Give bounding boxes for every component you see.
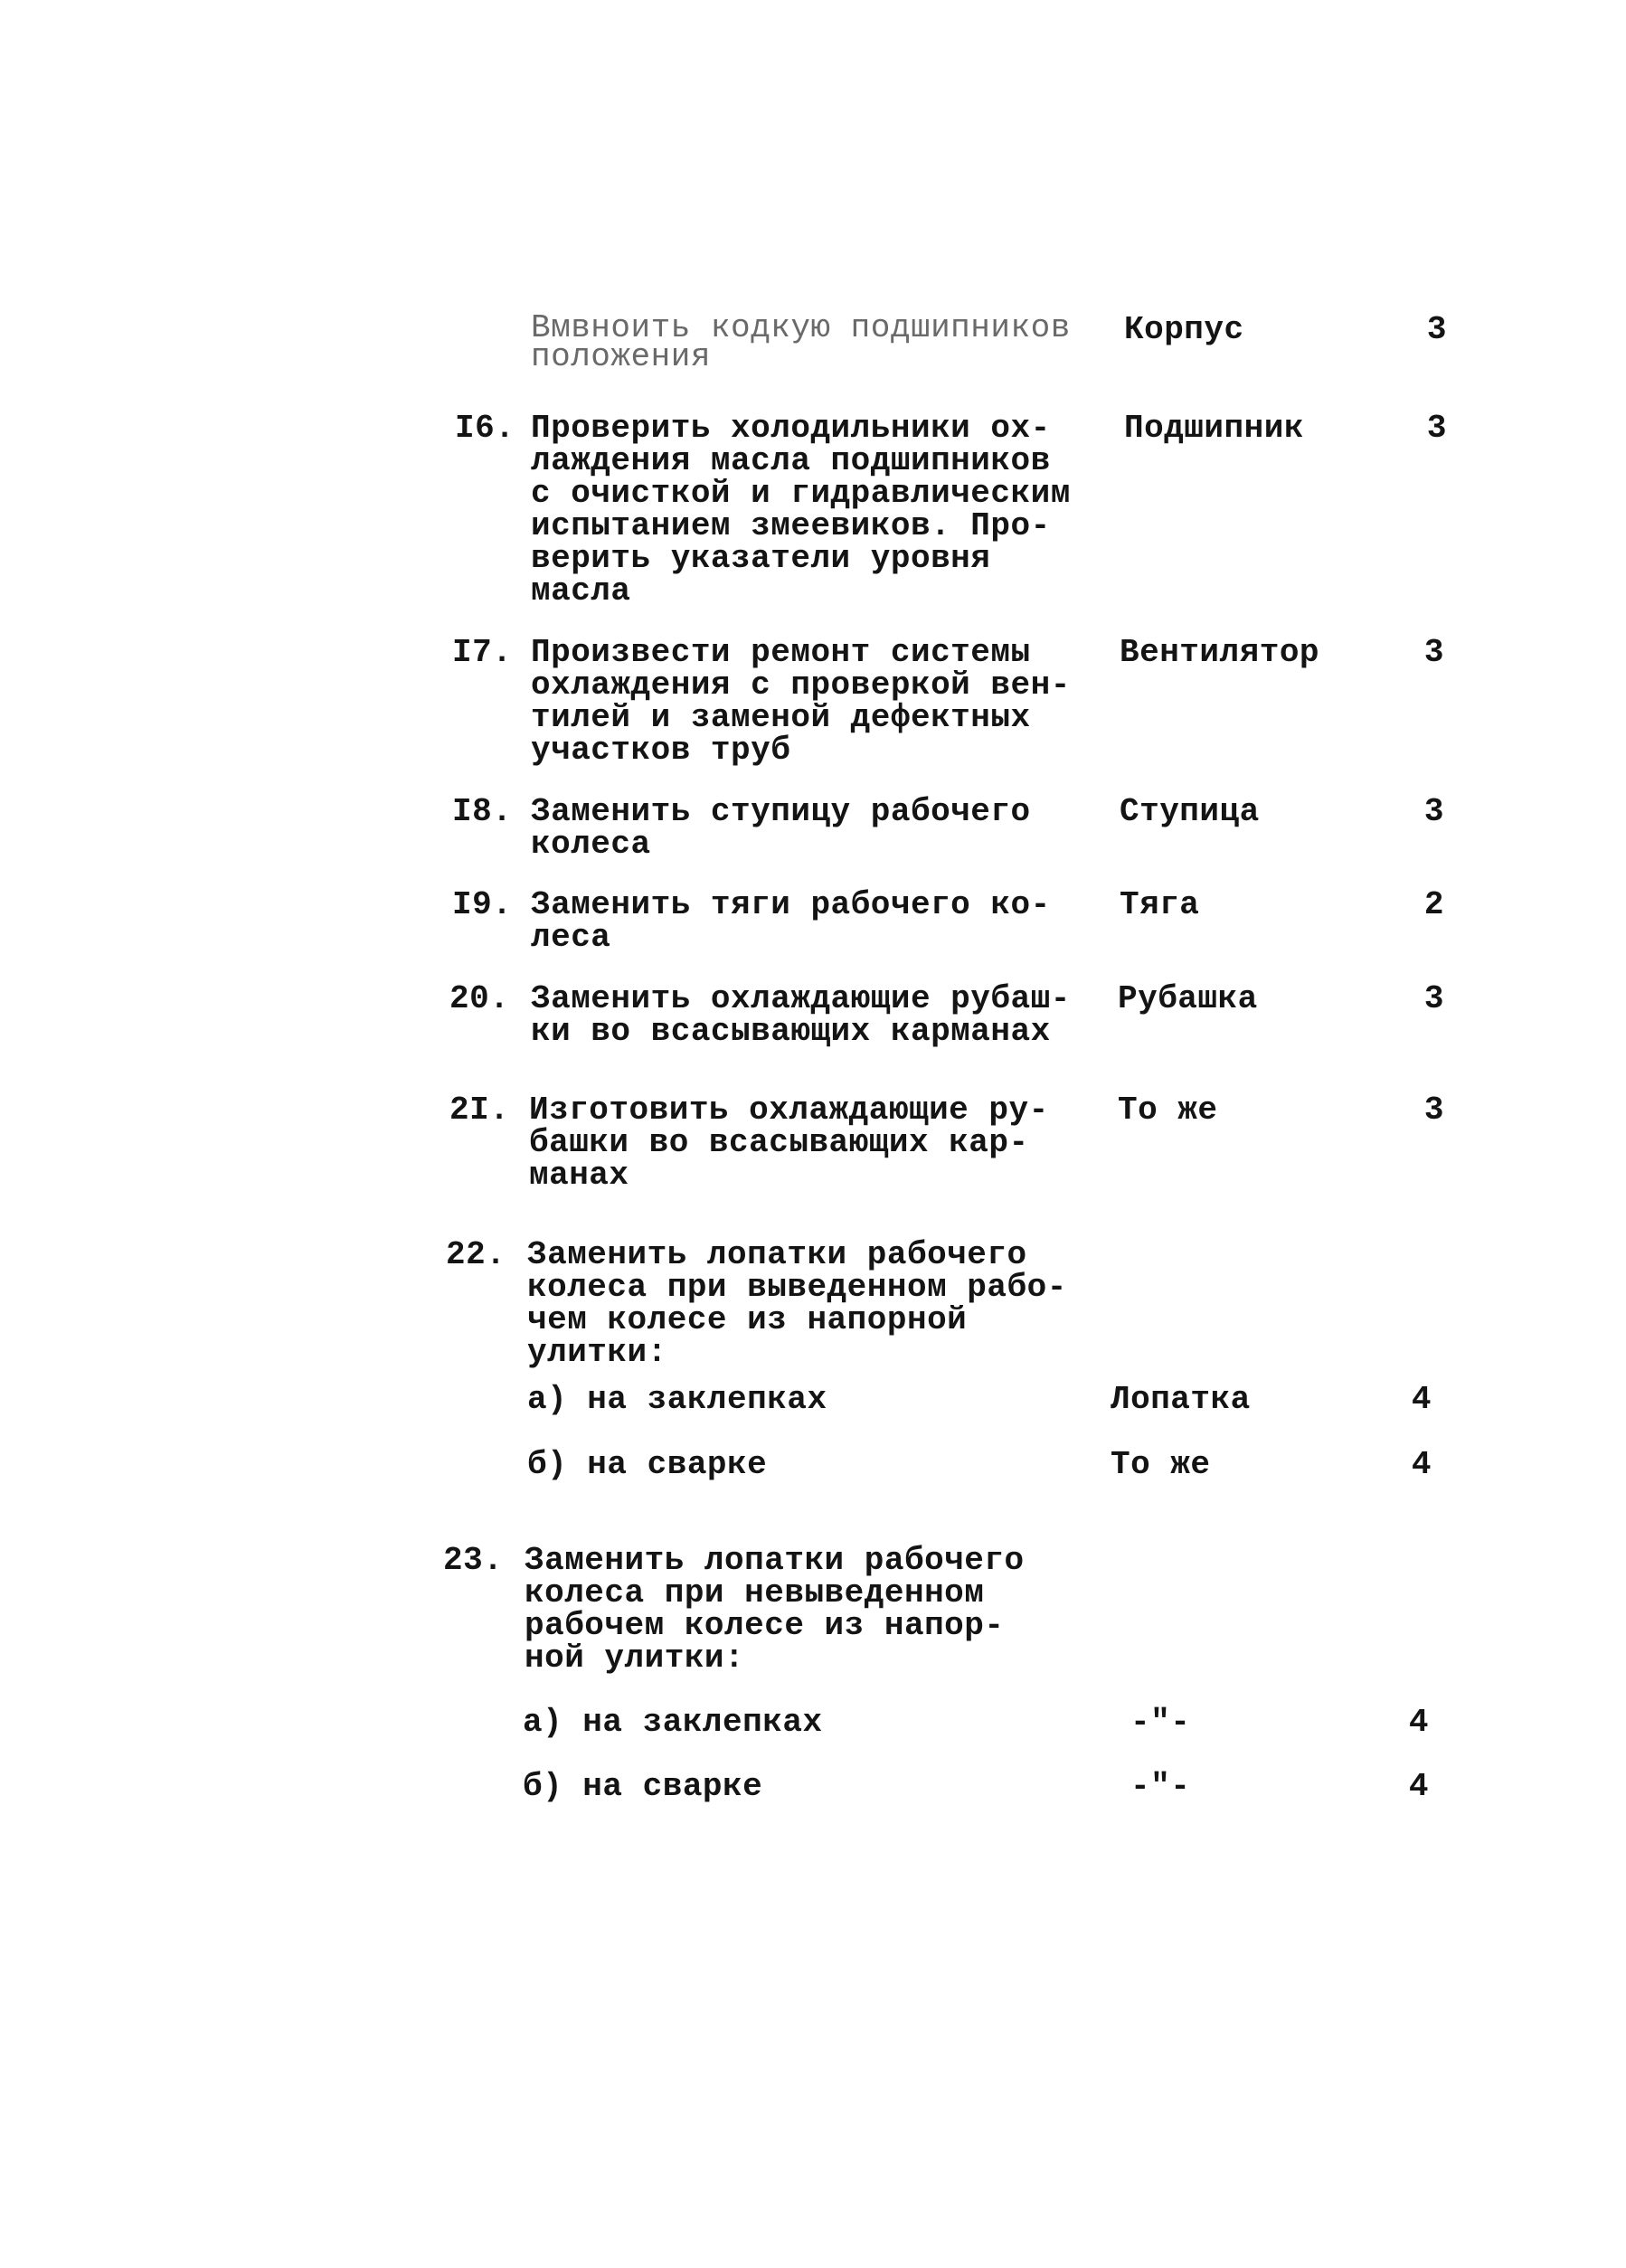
row-3-number: I8. bbox=[452, 793, 513, 830]
row-7-sub-a-part: Лопатка bbox=[1111, 1381, 1251, 1418]
row-5-number: 20. bbox=[449, 980, 510, 1017]
row-8-sub-b-value: 4 bbox=[1408, 1768, 1429, 1805]
row-6-number: 2I. bbox=[449, 1091, 510, 1129]
row-1-part: Подшипник bbox=[1124, 410, 1304, 447]
row-8-sub-b-part: -"- bbox=[1130, 1768, 1191, 1805]
row-7-text: Заменить лопатки рабочего колеса при выведенном рабо- чем колесе из напорной улитки: bbox=[527, 1236, 1067, 1371]
row-3-value: 3 bbox=[1423, 793, 1444, 830]
row-7-number: 22. bbox=[446, 1236, 506, 1273]
row-6-part: То же bbox=[1118, 1091, 1218, 1129]
row-4-part: Тяга bbox=[1120, 886, 1200, 923]
row-8-sub-a-label: а) на заклепках bbox=[523, 1704, 823, 1741]
row-3-text: Заменить ступицу рабочего колеса bbox=[531, 793, 1031, 863]
row-2-number: I7. bbox=[452, 634, 513, 671]
row-6-value: 3 bbox=[1423, 1091, 1444, 1129]
row-4-number: I9. bbox=[452, 886, 513, 923]
row-1-text: Проверить холодильники ох- лаждения масла подшипников с очисткой и гидравлическим испытанием змеевиков. Про- верить указатели уровня масла bbox=[531, 410, 1071, 610]
row-7-sub-b-label: б) на сварке bbox=[527, 1446, 768, 1483]
row-8-sub-a-value: 4 bbox=[1408, 1704, 1429, 1741]
row-7-sub-b-part: То же bbox=[1111, 1446, 1211, 1483]
row-8-sub-a-part: -"- bbox=[1130, 1704, 1191, 1741]
row-8-sub-b-label: б) на сварке bbox=[523, 1768, 763, 1805]
row-0-text: Вмвноить кодкую подшипников положения bbox=[531, 309, 1071, 375]
row-1-number: I6. bbox=[455, 410, 515, 447]
row-5-value: 3 bbox=[1423, 980, 1444, 1017]
row-0-value: 3 bbox=[1426, 311, 1447, 348]
row-1-value: 3 bbox=[1426, 410, 1447, 447]
row-4-text: Заменить тяги рабочего ко- леса bbox=[531, 886, 1051, 956]
row-8-number: 23. bbox=[443, 1542, 504, 1579]
row-0-part: Корпус bbox=[1124, 311, 1244, 348]
row-7-sub-b-value: 4 bbox=[1411, 1446, 1432, 1483]
row-5-text: Заменить охлаждающие рубаш- ки во всасывающих карманах bbox=[531, 980, 1071, 1050]
row-7-sub-a-value: 4 bbox=[1411, 1381, 1432, 1418]
row-5-part: Рубашка bbox=[1118, 980, 1258, 1017]
row-8-text: Заменить лопатки рабочего колеса при невыведенном рабочем колесе из напор- ной улитки: bbox=[525, 1542, 1025, 1677]
row-2-text: Произвести ремонт системы охлаждения с проверкой вен- тилей и заменой дефектных участков труб bbox=[531, 634, 1071, 769]
row-3-part: Ступица bbox=[1120, 793, 1260, 830]
row-6-text: Изготовить охлаждающие ру- башки во всасывающих кар- манах bbox=[529, 1091, 1049, 1194]
row-4-value: 2 bbox=[1423, 886, 1444, 923]
row-2-value: 3 bbox=[1423, 634, 1444, 671]
row-2-part: Вентилятор bbox=[1120, 634, 1320, 671]
row-7-sub-a-label: а) на заклепках bbox=[527, 1381, 827, 1418]
